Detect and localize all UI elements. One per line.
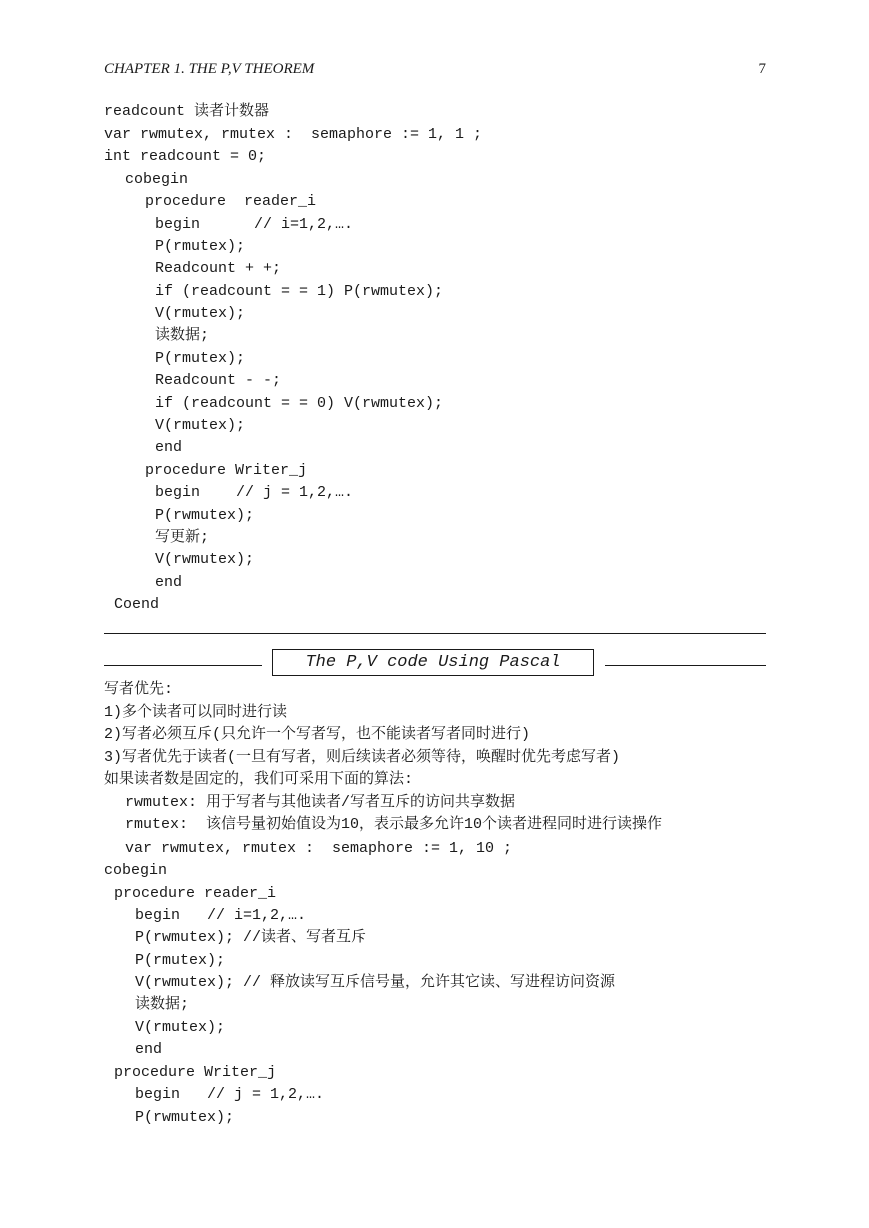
code-line: end [155,439,183,456]
code-line: begin // j = 1,2,…. [155,484,354,501]
code-caption: The P,V code Using Pascal [305,653,561,672]
code-line: P(rmutex); [135,952,226,969]
code-line: cobegin [125,171,189,188]
code-line: P(rwmutex); //读者、写者互斥 [135,929,367,946]
code-line: procedure reader_i [145,193,317,210]
top-rule [104,633,766,634]
text-line: 如果读者数是固定的，我们可采用下面的算法: [104,771,414,788]
page-number: 7 [758,61,766,77]
code-line: V(rwmutex); [155,551,255,568]
code-line: readcount 读者计数器 [104,103,270,120]
caption-rule-right [605,665,766,666]
code-line: V(rmutex); [155,305,246,322]
code-line: Readcount + +; [155,260,282,277]
code-line: 读数据; [135,996,190,1013]
text-line: 写者优先: [104,681,174,698]
code-line: procedure reader_i [114,885,277,902]
text-line: rwmutex: 用于写者与其他读者/写者互斥的访问共享数据 [125,794,516,811]
code-caption-box [272,649,594,676]
code-line: begin // i=1,2,…. [155,216,354,233]
code-line: begin // i=1,2,…. [135,907,307,924]
code-line: end [135,1041,163,1058]
code-line: P(rwmutex); [135,1109,235,1126]
code-line: if (readcount = = 0) V(rwmutex); [155,395,444,412]
code-line: procedure Writer_j [114,1064,277,1081]
code-line: end [155,574,183,591]
code-line: Coend [114,596,160,613]
code-line: P(rmutex); [155,350,246,367]
text-line: 3)写者优先于读者(一旦有写者，则后续读者必须等待，唤醒时优先考虑写者) [104,749,621,766]
code-line: if (readcount = = 1) P(rwmutex); [155,283,444,300]
code-line: Readcount - -; [155,372,282,389]
running-header-chapter: CHAPTER 1. THE P,V THEOREM [104,61,315,77]
code-line: int readcount = 0; [104,148,267,165]
code-line: V(rwmutex); // 释放读写互斥信号量，允许其它读、写进程访问资源 [135,974,616,991]
code-line: cobegin [104,862,168,879]
code-line: procedure Writer_j [145,462,308,479]
code-line: 读数据; [155,327,210,344]
code-line: P(rmutex); [155,238,246,255]
text-line: 1)多个读者可以同时进行读 [104,704,288,721]
code-line: V(rmutex); [135,1019,226,1036]
code-line: var rwmutex, rmutex : semaphore := 1, 10 ; [125,840,513,857]
code-line: var rwmutex, rmutex : semaphore := 1, 1 ; [104,126,483,143]
code-line: P(rwmutex); [155,507,255,524]
code-line: 写更新; [155,529,210,546]
text-line: 2)写者必须互斥(只允许一个写者写，也不能读者写者同时进行) [104,726,531,743]
code-line: begin // j = 1,2,…. [135,1086,325,1103]
code-line: V(rmutex); [155,417,246,434]
caption-rule-left [104,665,262,666]
text-line: rmutex: 该信号量初始值设为10，表示最多允许10个读者进程同时进行读操作 [125,816,663,833]
